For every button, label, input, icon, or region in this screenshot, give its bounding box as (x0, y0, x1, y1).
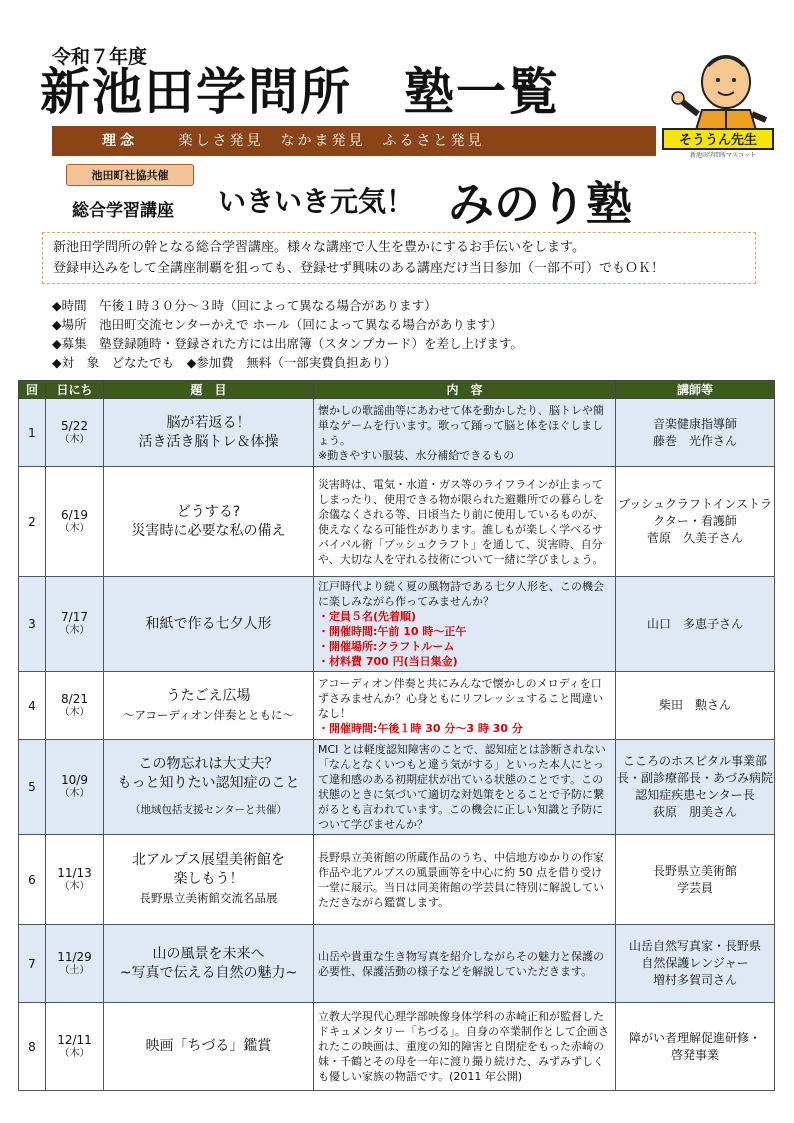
session-content (314, 577, 616, 672)
day-of-week: （木） (59, 522, 90, 534)
date-text: 10/9 (61, 773, 88, 787)
lecture-detail: ・定員５名(先着順) (318, 610, 417, 623)
page-title: 新池田学問所 塾一覧 (40, 63, 560, 121)
course-type: 総合学習講座 (72, 201, 174, 221)
day-of-week: （木） (59, 433, 90, 445)
header-content: 内 容 (314, 381, 616, 399)
date-text: 11/29 (57, 949, 92, 964)
lecture-title-line2: 活き活き脳トレ＆体操 (138, 433, 279, 450)
lecture-content: 立教大学現代心理学部映像身体学科の赤崎正和が監督したドキュメンタリー「ちづる」。自身の卒業制作として企画されたこの映画は、重度の知的障害と自閉症をもった赤崎の妹・千鶴とその母を一年に渡り撮り続けた、みずみずしくも優しい家族の物語です。(2011 年公開) (318, 1010, 609, 1083)
day-of-week: （木） (59, 1047, 90, 1059)
lecture-title: どうする? (176, 503, 241, 520)
session-number: 1 (19, 399, 46, 467)
session-lecturer (616, 672, 775, 740)
table-row (19, 467, 775, 577)
day-of-week: （木） (59, 706, 90, 718)
lecture-content: 江戸時代より続く夏の風物詩である七夕人形を、この機会に楽しみながら作ってみませんか？ (318, 580, 604, 608)
info-place: ◆場所 池田町交流センターかえで ホール（回によって異なる場合があります） (52, 317, 503, 332)
session-title (104, 835, 314, 925)
lecture-detail: ・開催時間:午前 10 時～正午 (318, 625, 467, 638)
fiscal-year: 令和７年度 (52, 46, 148, 68)
header-lecturer: 講師等 (616, 381, 775, 399)
lecture-note: （地域包括支援センターと共催） (129, 803, 288, 816)
table-row (19, 835, 775, 925)
lecturer-line: こころのホスピタル事業部長・副診療部長・あづみ病院認知症疾患センター長 (616, 754, 773, 802)
day-of-week: （木） (59, 625, 90, 636)
session-date (46, 835, 104, 925)
info-recruit: ◆募集 塾登録随時・登録された方には出席簿（スタンプカード）を差し上げます。 (52, 336, 523, 351)
session-content (314, 399, 616, 467)
mascot-caption: 新池田学問所マスコット (690, 152, 756, 159)
lecture-title: 山の風景を未来へ (152, 945, 265, 962)
session-number: 3 (19, 577, 46, 672)
session-date (46, 672, 104, 740)
session-lecturer (616, 577, 775, 672)
lecturer-line: 荻原 朋美さん (652, 805, 737, 819)
date-text: 5/22 (61, 418, 88, 433)
session-title (104, 740, 314, 835)
lecturer-line: ブッシュクラフトインストラクター・看護師 (618, 497, 772, 528)
lecture-content: 山岳や貴重な生き物写真を紹介しながらその魅力と保護の必要性、保護活動の様子などを解説していただきます。 (318, 949, 604, 978)
lecture-title: 北アルプス展望美術館を (132, 852, 285, 868)
day-of-week: （土） (59, 964, 90, 976)
session-date (46, 399, 104, 467)
session-title (104, 467, 314, 577)
day-of-week: （木） (59, 788, 90, 799)
lecturer-line: 長野県立美術館 (652, 863, 737, 878)
session-title (104, 925, 314, 1003)
lecturer-line: 山岳自然写真家・長野県 (628, 939, 761, 953)
session-number: 4 (19, 672, 46, 740)
session-number: 2 (19, 467, 46, 577)
philosophy-label: 理念 (102, 133, 138, 149)
lecture-title-line2: もっと知りたい認知症のこと (117, 774, 300, 791)
session-lecturer (616, 835, 775, 925)
header-no: 回 (19, 381, 46, 399)
lecture-title-line2: 楽しもう！ (173, 871, 244, 887)
lecturer-line: 柴田 勲さん (658, 698, 731, 712)
schedule-table (18, 380, 775, 1091)
date-text: 8/21 (61, 691, 88, 706)
session-lecturer (616, 740, 775, 835)
session-content (314, 672, 616, 740)
course-name: みのり塾 (448, 177, 632, 231)
table-row (19, 672, 775, 740)
session-number: 6 (19, 835, 46, 925)
lecturer-line: 障がい者理解促進研修・ (628, 1030, 761, 1045)
session-content (314, 925, 616, 1003)
lecturer-line: 啓発事業 (670, 1047, 719, 1062)
session-lecturer (616, 399, 775, 467)
session-date (46, 925, 104, 1003)
lecture-title: この物忘れは大丈夫？ (138, 755, 279, 772)
session-lecturer (616, 467, 775, 577)
date-text: 7/17 (61, 610, 88, 624)
date-text: 12/11 (57, 1032, 92, 1047)
header-date: 日にち (46, 381, 104, 399)
sponsor-badge: 池田町社協共催 (66, 164, 194, 186)
session-content (314, 1003, 616, 1091)
lecturer-line: 山口 多恵子さん (646, 616, 743, 631)
lecture-detail: ・開催時間:午後１時 30 分～3 時 30 分 (318, 721, 523, 735)
lecturer-line: 自然保護レンジャー (641, 956, 749, 970)
lecture-detail: ・材料費 700 円(当日集金) (318, 655, 458, 668)
session-content (314, 467, 616, 577)
session-number: 7 (19, 925, 46, 1003)
header-title: 題 目 (104, 381, 314, 399)
date-text: 6/19 (61, 507, 88, 522)
lecture-title: うたごえ広場 (166, 687, 251, 704)
session-title (104, 399, 314, 467)
lecturer-line: 増村多賀司さん (652, 973, 737, 987)
session-title (104, 672, 314, 740)
lecturer-line: 藤巻 光作さん (652, 433, 737, 448)
session-number: 5 (19, 740, 46, 835)
day-of-week: （木） (59, 880, 90, 892)
lecture-content: 災害時は、電気・水道・ガス等のライフラインが止まってしまったり、使用できる物が限られた避難所での暮らしを余儀なくされる等、日頃当たり前に使用しているものが、使えなくなる可能性があります。誰しもが楽しく学べるサバイバル術「ブッシュクラフト」を通して、災害時、自分や、大切な人を守れる技術について一緒に学びましょう。 (318, 477, 604, 566)
lecturer-line: 学芸員 (676, 880, 713, 895)
session-content (314, 835, 616, 925)
session-date (46, 577, 104, 672)
mascot-name-label: そううん先生 (662, 128, 774, 150)
intro-line: 登録申込みをして全講座制覇を狙っても、登録せず興味のある講座だけ当日参加（一部不可）でもＯＫ！ (53, 261, 665, 276)
lecture-subtitle: ～アコーディオン伴奏とともに～ (122, 707, 294, 722)
lecture-content: 長野県立美術館の所蔵作品のうち、中信地方ゆかりの作家作品や北アルプスの風景画等を中心に約 50 点を借り受け一堂に展示。当日は同美術館の学芸員に特別に解説していただきながら鑑賞します。 (318, 850, 604, 909)
table-row (19, 399, 775, 467)
table-header-row (19, 381, 775, 399)
lecture-content-note: ※動きやすい服装、水分補給できるもの (318, 448, 515, 462)
lecturer-line: 音楽健康指導師 (652, 416, 737, 431)
lecturer-line: 菅原 久美子さん (646, 531, 743, 545)
table-row (19, 740, 775, 835)
session-title (104, 577, 314, 672)
session-content (314, 740, 616, 835)
info-target-fee: ◆対 象 どなたでも ◆参加費 無料（一部実費負担あり） (52, 355, 397, 370)
table-row (19, 1003, 775, 1091)
lecture-content: アコーディオン伴奏と共にみんなで懐かしのメロディを口ずさみませんか？心身ともにリフレッシュすること間違いなし！ (318, 676, 604, 720)
session-number: 8 (19, 1003, 46, 1091)
date-text: 11/13 (57, 865, 92, 880)
lecture-title: 脳が若返る！ (166, 414, 251, 431)
lecture-title: 映画「ちづる」鑑賞 (145, 1038, 272, 1054)
info-time: ◆時間 午後１時３０分～３時（回によって異なる場合があります） (52, 298, 437, 313)
session-lecturer (616, 925, 775, 1003)
philosophy-bar (52, 126, 656, 156)
table-row (19, 577, 775, 672)
session-title (104, 1003, 314, 1091)
lecture-detail: ・開催場所:クラフトルーム (318, 640, 455, 653)
session-date (46, 740, 104, 835)
lecture-subtitle: 長野県立美術館交流名品展 (139, 891, 278, 905)
session-date (46, 467, 104, 577)
lecture-content: MCI とは軽度認知障害のことで、認知症とは診断されない「なんとなくいつもと違う気がする」といった本人にとって違和感のある初期症状が出ている状態のことです。この状態のときに気づいて適切な対処策をとることで予防に繋がるとも言われています。この機会に正しい知識と予防について学びませんか？ (318, 743, 606, 831)
intro-line: 新池田学問所の幹となる総合学習講座。様々な講座で人生を豊かにするお手伝いをします。 (53, 240, 585, 255)
philosophy-text: 楽しさ発見 なかま発見 ふるさと発見 (178, 133, 485, 149)
intro-box (42, 232, 756, 284)
lecture-content: 懐かしの歌謡曲等にあわせて体を動かしたり、脳トレや簡単なゲームを行います。歌って踊って脳と体をほぐしましょう。 (318, 403, 604, 447)
lecture-title: 和紙で作る七夕人形 (145, 615, 272, 632)
course-lead: いきいき元気！ (218, 185, 415, 218)
table-row (19, 925, 775, 1003)
session-lecturer (616, 1003, 775, 1091)
lecture-title-line2: 災害時に必要な私の備え (131, 522, 286, 539)
lecture-title-line2: ~写真で伝える自然の魅力~ (119, 964, 298, 981)
session-date (46, 1003, 104, 1091)
